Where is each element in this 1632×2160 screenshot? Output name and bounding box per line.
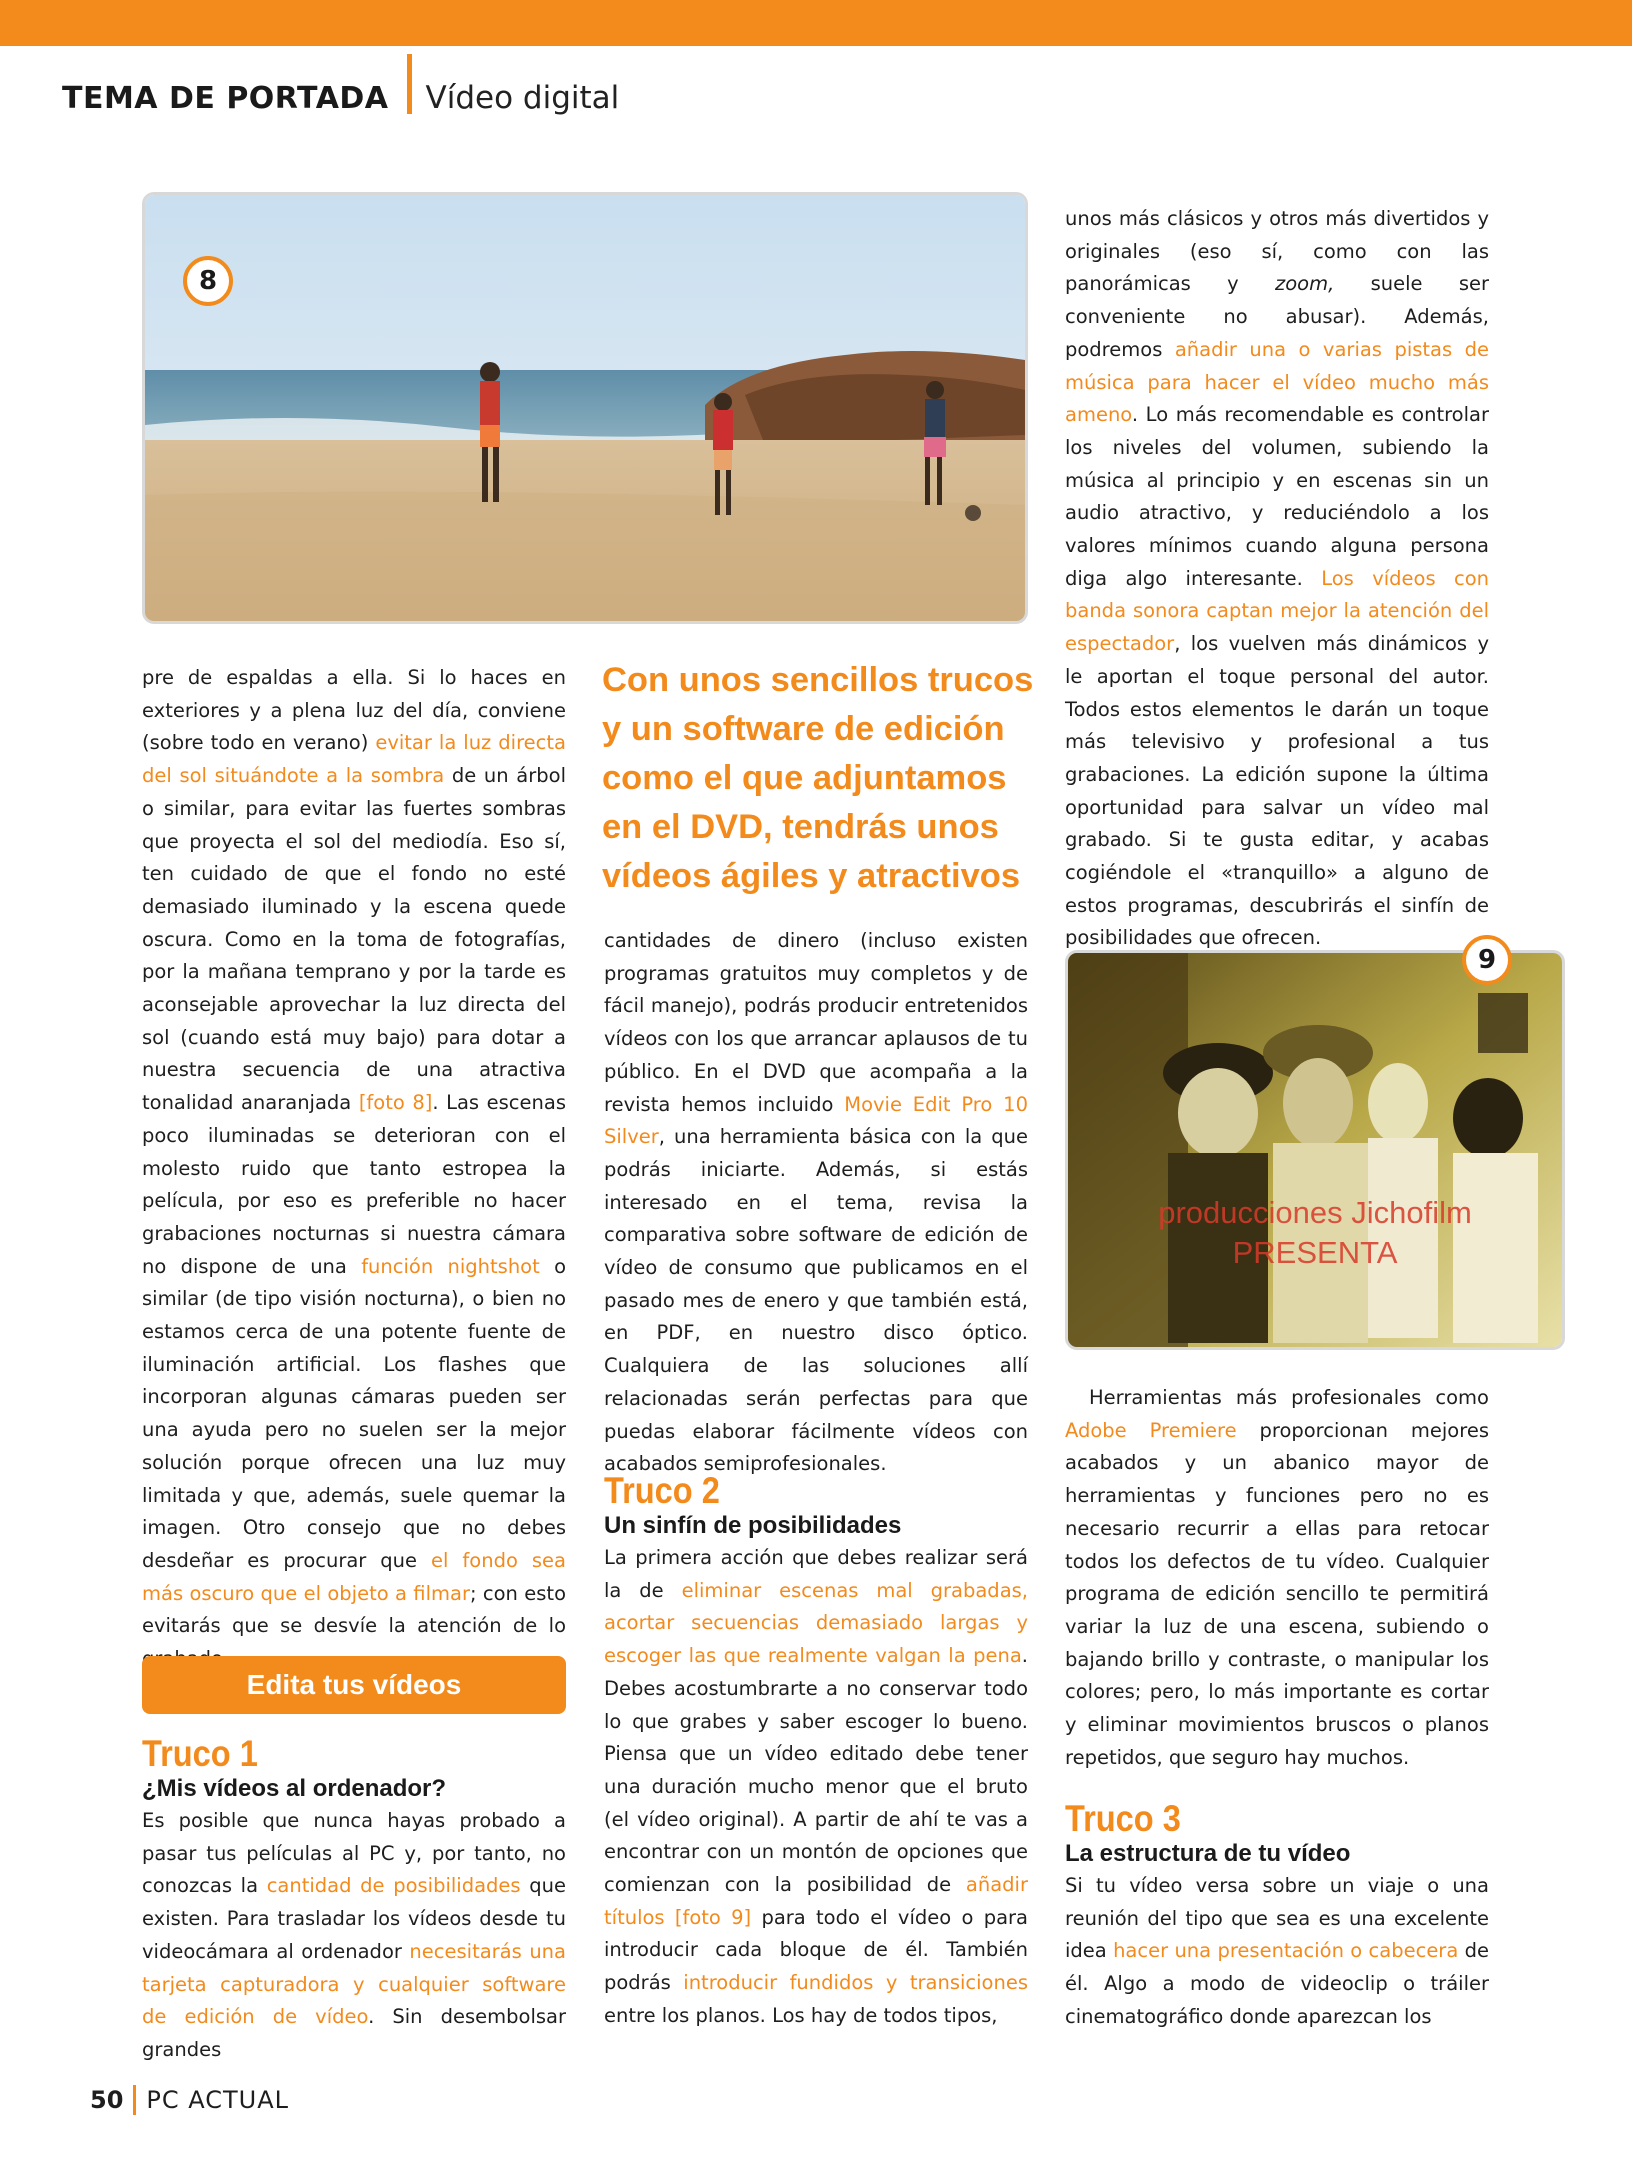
body-text: . Lo más recomendable es controlar los niveles del volumen, subiendo la música al principio y en escenas sin un audio atractivo, y reduciéndolo a los valores mínimos cuando alguna persona diga algo interesante. [1065,403,1489,590]
body-text: ; con esto evitarás que se desvíe la atención de lo [142,1581,567,1638]
col2-paragraph [604,925,1028,1481]
truco-2-block [604,1472,1028,2033]
body-text: entre los planos. Los hay de todos tipos, [604,2003,998,2027]
highlight-text: introducir fundidos y transiciones [683,1971,1029,1995]
highlight-text: Los vídeos con banda sonora captan mejor la atención del espectador [1065,566,1489,656]
highlight-text: añadir títulos [foto 9] [604,1873,1028,1929]
truco-2-subtitle: Un sinfín de posibilidades [604,1512,902,1539]
truco-1-subtitle: ¿Mis vídeos al ordenador? [142,1775,447,1802]
page-header [62,78,619,118]
body-text: de él. Algo a modo de videoclip o tráiler cinematográfico donde aparezcan los [1065,1939,1489,2028]
col3-top-paragraph [1065,203,1489,955]
body-text: o similar (de tipo visión nocturna), o bien no estamos cerca de una potente fuente de iluminación artificial. Los flashes que incorporan algunas cámaras pueden ser una ayuda pero no suelen ser la mejor solución porque ofrecen una luz muy limitada y que, además, suele quemar la imagen. Otro consejo que no debes desdeñar es procurar que [142,1254,567,1572]
column-1-intro [142,662,566,1676]
truco-1-block [142,1735,566,2067]
body-text: suele ser conveniente no abusar). Además, podremos [1065,272,1489,361]
highlight-text: eliminar escenas mal grabadas, acortar secuencias demasiado largas y escoger las que realmente valgan la pena [604,1578,1028,1668]
highlight-text: Movie Edit Pro 10 Silver [604,1092,1028,1149]
page-number: 50 [90,2086,124,2114]
body-text: , los vuelven más dinámicos y le aportan el toque personal del autor. Todos estos elementos le darán un toque más televisivo y profesional a tus grabaciones. La edición supone la última oportunidad para salvar un vídeo mal grabado. Si te gusta editar, y acabas cogiéndole el «tranquillo» a alguno de estos programas, descubrirás el sinfín de posibilidades que ofrecen. [1065,632,1489,950]
truco-3-text [1065,1870,1489,2034]
body-text: Herramientas más profesionales como [1089,1386,1489,1409]
body-text: pre de espaldas a ella. Si lo haces en exteriores y a plena luz del día, conviene (sobre todo en verano) [142,666,566,755]
photo-9-title-card [1065,950,1565,1350]
body-text: de un árbol o similar, para evitar las fuertes sombras que proyecta el sol del mediodía. Eso sí, ten cuidado de que el fondo no esté demasiado iluminado y la escena quede oscura. Como en la toma de fotografías, por la mañana temprano y por la tarde es aconsejable aprovechar la luz directa del sol (cuando está muy bajo) para dotar a nuestra secuencia de una atractiva tonalidad anaranjada [142,764,566,1115]
magazine-name: PC ACTUAL [146,2086,290,2114]
truco-1-title: Truco 1 [142,1733,258,1774]
body-text: . Debes acostumbrarte a no conservar todo lo que grabes y saber escoger lo bueno. Piensa que un vídeo editado debe tener una duración mucho menor que el bruto (el vídeo original). A partir de ahí te vas a encontrar con un montón de opciones que comienzan con la posibilidad de [604,1644,1028,1897]
body-text: La primera acción que debes realizar será la de [604,1546,1028,1602]
truco-1-text [142,1805,566,2067]
column-3-top [1065,203,1489,955]
pull-quote: Con unos sencillos trucos y un software de edición como el que adjuntamos en el DVD, tendrás unos vídeos ágiles y atractivos [602,661,1034,895]
body-text: para todo el vídeo o para introducir cada bloque de él. También podrás [604,1905,1028,1995]
header-divider [407,54,412,114]
page-footer [90,2085,289,2115]
column-3-middle [1065,1382,1489,1774]
body-text: . Las escenas poco iluminadas se deterioran con el molesto ruido que tanto estropea la película, por eso es preferible no hacer grabaciones nocturnas si nuestra cámara no dispone de una [142,1091,566,1278]
photo-9-number-badge: 9 [1462,935,1512,985]
body-text: , una herramienta básica con la que podrás iniciarte. Además, si estás interesado en el tema, revisa la comparativa sobre software de edición de vídeo de consumo que publicamos en el pasado mes de enero y que también está, en PDF, en nuestro disco óptico. Cualquiera de las soluciones allí relacionadas serán perfectas para que puedas elaborar fácilmente vídeos con acabados semiprofesionales. [604,1125,1028,1476]
body-text: zoom, [1274,272,1335,296]
title-card-image [1068,953,1562,1347]
column-2-text [604,925,1028,1481]
truco-3-title: Truco 3 [1065,1798,1181,1839]
photo-8-number-badge: 8 [183,256,233,306]
overlay-line-1: producciones Jichofilm [1158,1195,1472,1230]
footer-divider [133,2085,136,2115]
highlight-text: el fondo sea más oscuro que el objeto a filmar [142,1548,566,1605]
edita-videos-box: Edita tus vídeos [142,1656,566,1714]
overlay-line-2: PRESENTA [1232,1235,1398,1270]
body-text: que existen. Para trasladar los vídeos desde tu videocámara al ordenador [142,1874,566,1963]
truco-2-text [604,1542,1028,2033]
body-text: proporcionan mejores acabados y un abanico mayor de herramientas y funciones pero no es necesario recurrir a ellas para retocar todos los defectos de tu vídeo. Cualquier programa de edición sencillo te permitirá variar la luz de una escena, subiendo o bajando brillo y contraste, o manipular los colores; pero, lo más importante es cortar y eliminar movimientos bruscos o planos repetidos, que seguro hay muchos. [1065,1418,1489,1769]
highlight-text: hacer una presentación o cabecera [1113,1939,1459,1963]
body-text: unos más clásicos y otros más divertidos y originales (eso sí, como con las panorámicas y [1065,207,1489,296]
highlight-text: necesitarás una tarjeta capturadora y cualquier software de edición de vídeo [142,1939,566,2029]
body-text: Si tu vídeo versa sobre un viaje o una reunión del tipo que sea es una excelente idea [1065,1874,1489,1963]
photo-8-beach [142,192,1028,624]
body-text: . Sin desembolsar grandes [142,2005,566,2061]
highlight-text: [foto 8] [358,1091,433,1115]
section-subtitle: Vídeo digital [425,80,620,116]
highlight-text: función nightshot [361,1254,540,1278]
body-text: cantidades de dinero (incluso existen programas gratuitos muy completos y de fácil manejo), podrás producir entretenidos vídeos con los que arrancar aplausos de tu público. En el DVD que acompaña a la revista hemos incluido [604,929,1028,1116]
section-title: TEMA DE PORTADA [62,80,389,116]
beach-scene-image [145,195,1025,621]
truco-3-block [1065,1800,1489,2034]
highlight-text: cantidad de posibilidades [266,1874,521,1898]
highlight-text: Adobe Premiere [1065,1418,1237,1442]
top-accent-bar [0,0,1632,46]
body-text: Es posible que nunca hayas probado a pasar tus películas al PC y, por tanto, no conozcas la [142,1809,566,1898]
truco-3-subtitle: La estructura de tu vídeo [1065,1840,1351,1867]
highlight-text: añadir una o varias pistas de música para hacer el vídeo mucho más ameno [1065,337,1490,427]
col1-intro-paragraph [142,662,566,1676]
col3-after-photo-paragraph [1065,1382,1489,1774]
highlight-text: evitar la luz directa del sol situándote a la sombra [142,731,566,788]
truco-2-title: Truco 2 [604,1470,720,1511]
